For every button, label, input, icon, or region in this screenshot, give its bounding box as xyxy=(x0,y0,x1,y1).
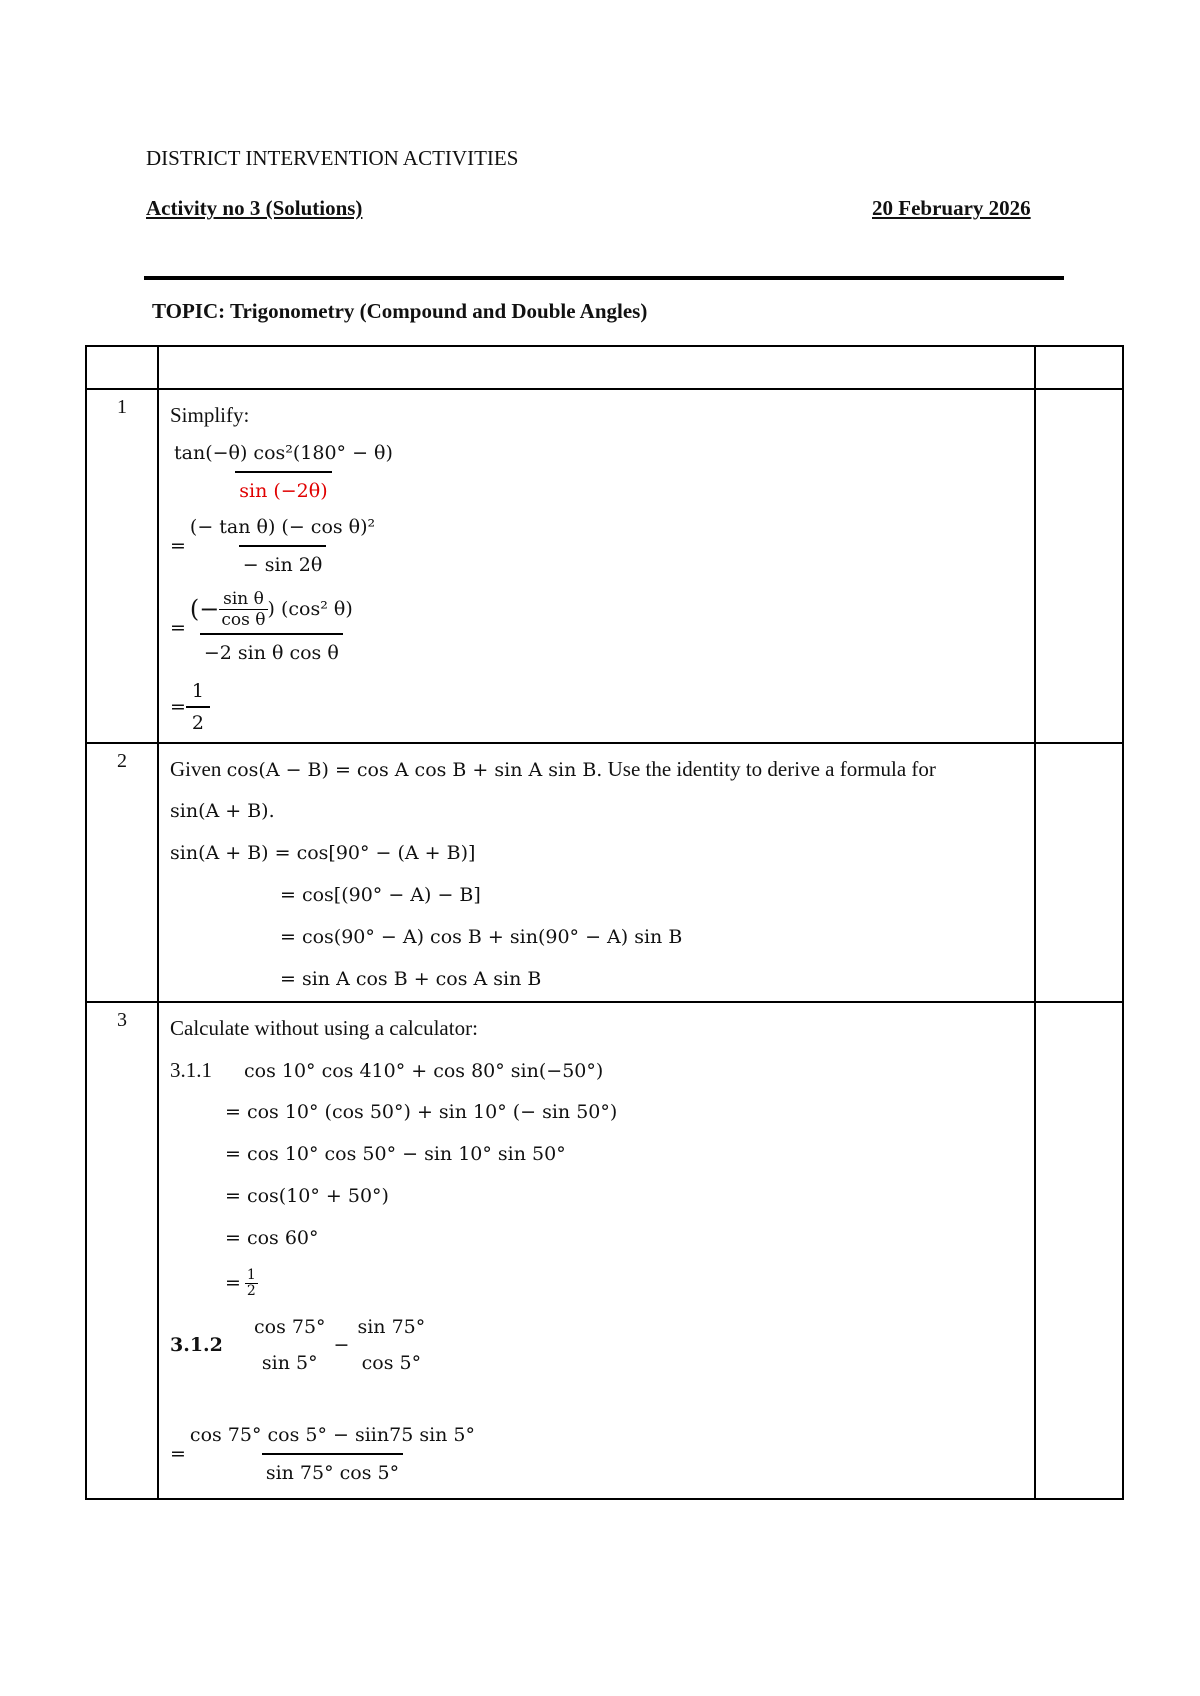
q2-step-1: sin(A + B) = cos[90° − (A + B)] xyxy=(170,842,476,864)
q2-prompt-line-1: Given cos(A − B) = cos A cos B + sin A sin B. Use the identity to derive a formula for xyxy=(170,757,936,781)
marks-cell xyxy=(1035,389,1123,743)
q3-part-1-expression: 3.1.1 cos 10° cos 410° + cos 80° sin(−50°) xyxy=(170,1058,604,1082)
question-number: 3 xyxy=(86,1002,158,1499)
table-row xyxy=(86,743,1123,1002)
q3-part-2-step-1: = $\frac{\text{cos 75° cos 5° − siin75 sin 5°}}{\sin 75^\circ \cos 5^\circ}$ xyxy=(170,1419,1034,1489)
activity-date: 20 February 2026 xyxy=(872,196,1031,220)
header-cell-marks xyxy=(1035,346,1123,389)
q3-part-1-step-4: = cos 60° xyxy=(225,1227,319,1249)
q1-prompt: Simplify: xyxy=(170,403,250,427)
question-2-content xyxy=(158,743,1035,1002)
marks-cell xyxy=(1035,1002,1123,1499)
topic-heading: TOPIC: Trigonometry (Compound and Double Angles) xyxy=(152,299,648,323)
header-cell-number xyxy=(86,346,158,389)
q3-prompt: Calculate without using a calculator: xyxy=(170,1016,478,1040)
table-row xyxy=(86,1002,1123,1499)
question-number: 1 xyxy=(86,389,158,743)
table-row xyxy=(86,389,1123,743)
q3-part-1-step-2: = cos 10° cos 50° − sin 10° sin 50° xyxy=(225,1143,566,1165)
table-header-row xyxy=(86,346,1123,389)
q2-step-3: = cos(90° − A) cos B + sin(90° − A) sin B xyxy=(280,926,683,948)
marks-cell xyxy=(1035,743,1123,1002)
q2-prompt-line-2: sin(A + B). xyxy=(170,800,275,822)
solutions-table xyxy=(85,345,1124,1500)
q2-step-4: = sin A cos B + cos A sin B xyxy=(280,968,542,990)
q3-part-1-step-1: = cos 10° (cos 50°) + sin 10° (− sin 50°) xyxy=(225,1101,618,1123)
q3-part-2-expression: 3.1.2 cos 75° sin 5° − sin 75° cos 5° xyxy=(170,1316,426,1374)
question-3-content xyxy=(158,1002,1035,1499)
q3-part-1-step-5: = $\frac{1}{2}$ xyxy=(225,1266,256,1299)
q1-step-3: = $\frac{1}{2}$ xyxy=(170,672,1034,742)
q2-step-2: = cos[(90° − A) − B] xyxy=(280,884,481,906)
header-divider xyxy=(144,276,1064,280)
q1-step-2: = (− $\frac{\text{sin θ}}{\text{cos θ}}$ ) (cos² θ) −2 sin θ cos θ xyxy=(170,584,1034,672)
activity-title: Activity no 3 (Solutions) xyxy=(146,196,363,220)
question-number: 2 xyxy=(86,743,158,1002)
q1-expression: $\frac{\text{tan(−θ) cos²(180° − θ)}}{\sin (-2\theta)}$ xyxy=(170,436,1034,508)
district-title: DISTRICT INTERVENTION ACTIVITIES xyxy=(146,146,519,170)
q3-part-1-step-3: = cos(10° + 50°) xyxy=(225,1185,389,1207)
q1-step-1: = $\frac{\text{(− tan θ) (− cos θ)²}}{- \sin 2\theta}$ xyxy=(170,508,1034,584)
question-1-content xyxy=(158,389,1035,743)
header-cell-content xyxy=(158,346,1035,389)
